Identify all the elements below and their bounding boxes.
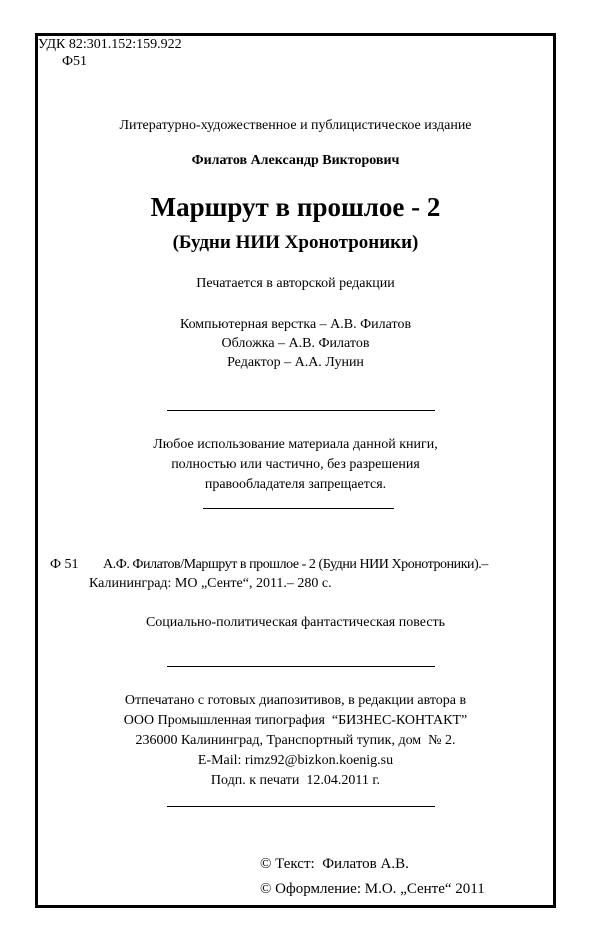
copyright-text: © Текст: Филатов А.В. (260, 856, 409, 872)
printing-line: Отпечатано с готовых диапозитивов, в редакции автора в (124, 693, 467, 708)
printing-sign-date: Подп. к печати 12.04.2011 г. (210, 773, 381, 788)
udk-code: УДК 82:301.152:159.922 (38, 37, 182, 52)
divider (167, 410, 435, 411)
printing-email: E-Mail: rimz92@bizkon.koenig.su (197, 753, 394, 768)
book-subtitle: (Будни НИИ Хронотроники) (172, 232, 419, 253)
copyright-design: © Оформление: М.О. „Сенте“ 2011 (260, 881, 485, 897)
catalog-line: А.Ф. Филатов/Маршрут в прошлое - 2 (Будни НИИ Хронотроники).– (103, 557, 488, 572)
catalog-code: Ф 51 (50, 557, 79, 572)
printing-line: 236000 Калининград, Транспортный тупик, дом № 2. (135, 733, 456, 748)
genre: Социально-политическая фантастическая повесть (145, 615, 446, 630)
credit-layout: Компьютерная верстка – А.В. Филатов (179, 317, 412, 332)
author-edition-note: Печатается в авторской редакции (196, 276, 395, 291)
catalog-line: Калининград: МО „Сенте“, 2011.– 280 с. (89, 576, 332, 591)
book-title: Маршрут в прошлое - 2 (150, 192, 441, 222)
author-name: Филатов Александр Викторович (191, 153, 400, 168)
printing-line: ООО Промышленная типография “БИЗНЕС-КОНТАКТ” (123, 713, 468, 728)
copyright-notice-line: полностью или частично, без разрешения (171, 457, 420, 472)
credit-cover: Обложка – А.В. Филатов (221, 336, 370, 351)
divider (203, 508, 394, 509)
credit-editor: Редактор – А.А. Лунин (227, 355, 364, 370)
edition-type: Литературно-художественное и публицистическое издание (119, 118, 472, 133)
divider (167, 806, 435, 807)
bbk-code: Ф51 (62, 54, 88, 69)
copyright-notice-line: правообладателя запрещается. (204, 477, 387, 492)
divider (167, 666, 435, 667)
copyright-notice-line: Любое использование материала данной книги, (153, 437, 438, 452)
